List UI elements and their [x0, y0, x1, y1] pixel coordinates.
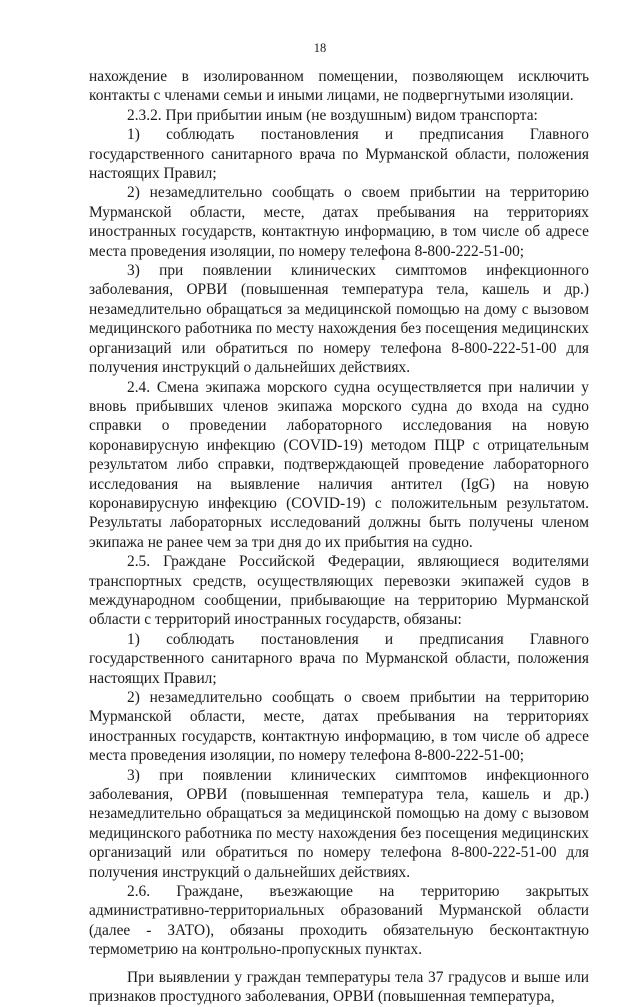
paragraph-2-6: 2.6. Граждане, въезжающие на территорию закрытых административно-территориальных образований Мурманской области (далее - ЗАТО), обязаны проходить обязательную бесконтактную термометрию на контрольно-пропускных пунктах. [89, 883, 589, 959]
document-body [89, 67, 589, 1007]
paragraph-2-5: 2.5. Граждане Российской Федерации, являющиеся водителями транспортных средств, осуществляющих перевозки экипажей судов в международном сообщении, прибывающие на территорию Мурманской области с территорий иностранных государств, обязаны: [89, 553, 589, 629]
paragraph-continuation: нахождение в изолированном помещении, позволяющем исключить контакты с членами семьи и иными лицами, не подвергнутыми изоляции. [89, 68, 589, 105]
paragraph-2-3-2-item-3: 3) при появлении клинических симптомов инфекционного заболевания, ОРВИ (повышенная температура тела, кашель и др.) незамедлительно обращаться за медицинской помощью на дому с вызовом медицинского работника по месту нахождения без посещения медицинских организаций или обратиться по номеру телефона 8-800-222-51-00 для получения инструкций о дальнейших действиях. [89, 262, 589, 377]
paragraph-2-5-item-3: 3) при появлении клинических симптомов инфекционного заболевания, ОРВИ (повышенная температура тела, кашель и др.) незамедлительно обращаться за медицинской помощью на дому с вызовом медицинского работника по месту нахождения без посещения медицинских организаций или обратиться по номеру телефона 8-800-222-51-00 для получения инструкций о дальнейших действиях. [89, 766, 589, 881]
paragraph-2-4: 2.4. Смена экипажа морского судна осуществляется при наличии у вновь прибывших членов экипажа морского судна до входа на судно справки о проведении лабораторного исследования на новую коронавирусную инфекцию (COVID-19) методом ПЦР с отрицательным результатом либо справки, подтверждающей проведение лабораторного исследования на выявление наличия антител (IgG) на новую коронавирусную инфекцию (COVID-19) с положительным результатом. Результаты лабораторных исследований должны быть получены членом экипажа не ранее чем за три дня до их прибытия на судно. [89, 378, 589, 551]
paragraph-2-6-temperature: При выявлении у граждан температуры тела 37 градусов и выше или признаков простудного заболевания, ОРВИ (повышенная температура, [89, 968, 589, 1006]
paragraph-2-5-item-1: 1) соблюдать постановления и предписания Главного государственного санитарного врача по Мурманской области, положения настоящих Правил; [89, 630, 589, 687]
paragraph-2-3-2-item-1: 1) соблюдать постановления и предписания Главного государственного санитарного врача по Мурманской области, положения настоящих Правил; [89, 126, 589, 183]
paragraph-2-3-2-heading: 2.3.2. При прибытии иным (не воздушным) видом транспорта: [127, 106, 538, 124]
paragraph-2-5-item-2: 2) незамедлительно сообщать о своем прибытии на территорию Мурманской области, месте, датах пребывания на территориях иностранных государств, контактную информацию, в том числе об адресе места проведения изоляции, по номеру телефона 8-800-222-51-00; [89, 689, 589, 765]
page-number: 18 [313, 41, 327, 55]
paragraph-2-3-2-item-2: 2) незамедлительно сообщать о своем прибытии на территорию Мурманской области, месте, датах пребывания на территориях иностранных государств, контактную информацию, в том числе об адресе места проведения изоляции, по номеру телефона 8-800-222-51-00; [89, 184, 589, 260]
